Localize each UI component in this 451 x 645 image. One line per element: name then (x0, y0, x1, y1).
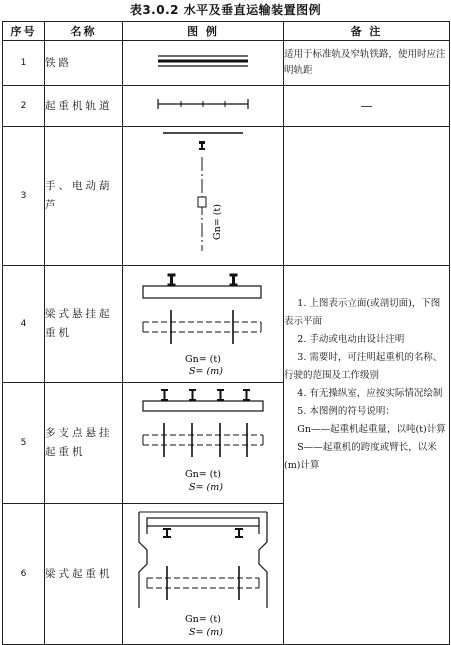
multipoint-suspension-crane-symbol (123, 383, 284, 504)
hoist-symbol (123, 127, 284, 266)
note-line: 1. 上图表示立面(或剖切面)，下图表示平面 (284, 298, 441, 327)
row-no: 6 (3, 504, 45, 645)
railway-symbol (123, 41, 284, 86)
row-name: 多支点悬挂起重机 (45, 383, 123, 504)
header-figure: 图 例 (123, 22, 284, 41)
row-note: — (284, 86, 450, 127)
shared-notes (284, 266, 450, 645)
note-line: 5. 本图例的符号说明： (297, 406, 395, 417)
row-name: 梁式起重机 (45, 504, 123, 645)
beam-crane6-gn: Gn= (t) (185, 614, 221, 625)
beam-crane6-s: S= (m) (189, 627, 223, 638)
table-title: 表3.0.2 水平及垂直运输装置图例 (129, 3, 322, 17)
row-no: 1 (3, 41, 45, 86)
row-note-empty (284, 127, 450, 266)
row-no: 2 (3, 86, 45, 127)
table-row (3, 41, 450, 86)
crane-track-symbol (123, 86, 284, 127)
row-name: 铁路 (45, 41, 123, 86)
note-line: 3. 需要时，可注明起重机的名称、行驶的范围及工作级别 (284, 352, 443, 381)
multipoint-crane-s: S= (m) (189, 482, 223, 493)
hoist-formula: Gn= (t) (212, 204, 223, 240)
row-name: 起重机轨道 (45, 86, 123, 127)
row-name: 梁式悬挂起重机 (45, 266, 123, 383)
note-line: Gn——起重机起重量，以吨(t)计算 (297, 424, 446, 435)
row-no: 3 (3, 127, 45, 266)
multipoint-crane-gn: Gn= (t) (185, 469, 221, 480)
row-name: 手、电动葫芦 (45, 127, 123, 266)
header-no: 序号 (3, 22, 45, 41)
header-name: 名称 (45, 22, 123, 41)
beam-crane-gn: Gn= (t) (185, 354, 221, 365)
row-no: 5 (3, 383, 45, 504)
header-note: 备 注 (284, 22, 450, 41)
table-row (3, 86, 450, 127)
table-row (3, 266, 450, 383)
note-line: 2. 手动或电动由设计注明 (297, 334, 405, 345)
beam-suspension-crane-symbol (123, 266, 284, 383)
beam-crane-s: S= (m) (189, 366, 223, 377)
row-no: 4 (3, 266, 45, 383)
row-note: 适用于标准轨及窄轨铁路，使用时应注明轨距 (284, 41, 450, 86)
note-line: S——起重机的跨度或臂长，以米(m)计算 (284, 442, 437, 471)
header-row (3, 22, 450, 41)
legend-table (2, 21, 450, 645)
note-line: 4. 有无操纵室，应按实际情况绘制 (297, 388, 443, 399)
table-row (3, 127, 450, 266)
beam-crane-symbol (123, 504, 284, 645)
